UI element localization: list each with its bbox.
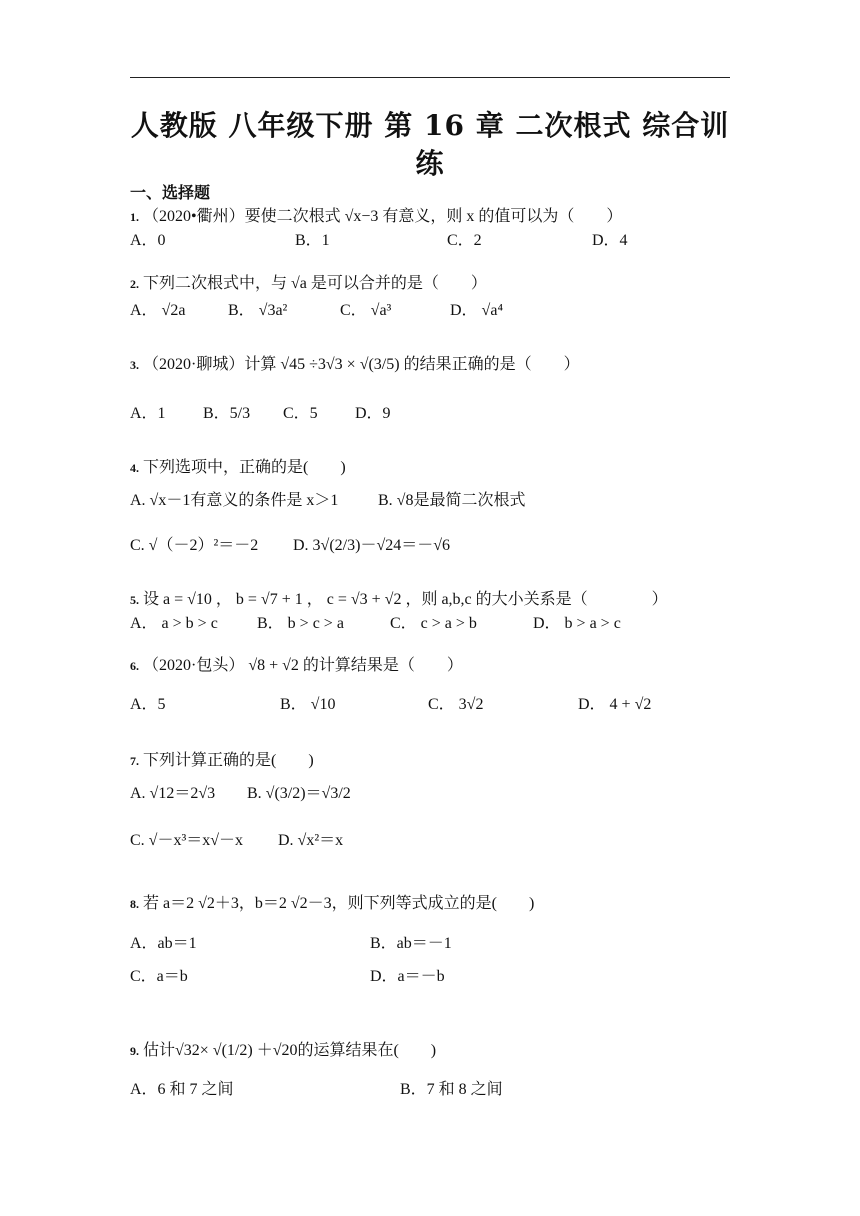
q7-option-b: B. √(3/2)＝√3/2	[247, 785, 351, 802]
question-text: 下列计算正确的是( )	[143, 752, 314, 769]
document-title-line-2: 练	[415, 147, 445, 180]
question-8	[130, 890, 534, 913]
q4-option-c: C. √（－2）²＝－2	[130, 537, 259, 554]
q4-option-b: B. √8是最简二次根式	[378, 492, 526, 509]
q9-option-b: B．7 和 8 之间	[400, 1081, 503, 1098]
question-number: 8.	[130, 897, 139, 911]
section-heading: 一、选择题	[130, 183, 211, 202]
q4-option-a: A. √x－1有意义的条件是 x＞1	[130, 492, 339, 509]
question-1	[130, 203, 622, 226]
document-title-line-1: 人教版 八年级下册 第 16 章 二次根式 综合训	[130, 109, 730, 142]
question-text: 下列二次根式中，与 √a 是可以合并的是（ ）	[143, 275, 487, 292]
question-2	[130, 270, 487, 293]
question-text: 若 a＝2 √2＋3，b＝2 √2－3，则下列等式成立的是( )	[143, 895, 535, 912]
q5-option-a: A． a > b > c	[130, 615, 218, 632]
q5-option-d: D． b > a > c	[533, 615, 621, 632]
q1-option-c: C．2	[447, 232, 482, 249]
question-number: 7.	[130, 754, 139, 768]
q1-option-b: B．1	[295, 232, 330, 249]
q7-option-c: C. √－x³＝x√－x	[130, 832, 244, 849]
question-number: 6.	[130, 659, 139, 673]
question-number: 9.	[130, 1044, 139, 1058]
top-rule	[130, 77, 730, 78]
q1-option-d: D．4	[592, 232, 628, 249]
question-9	[130, 1037, 436, 1060]
q2-option-d: D． √a⁴	[450, 302, 504, 319]
q8-option-d: D．a＝－b	[370, 968, 445, 985]
q3-option-d: D．9	[355, 405, 391, 422]
q6-option-b: B． √10	[280, 696, 336, 713]
q9-option-a: A．6 和 7 之间	[130, 1081, 234, 1098]
q6-option-c: C． 3√2	[428, 696, 484, 713]
question-text: 估计√32× √(1/2) ＋√20的运算结果在( )	[143, 1042, 437, 1059]
question-number: 3.	[130, 358, 139, 372]
question-number: 1.	[130, 210, 139, 224]
q2-option-c: C． √a³	[340, 302, 392, 319]
q2-option-b: B． √3a²	[228, 302, 288, 319]
question-text: 下列选项中，正确的是( )	[143, 459, 346, 476]
question-number: 2.	[130, 277, 139, 291]
question-text: （2020•衢州）要使二次根式 √x−3 有意义，则 x 的值可以为（ ）	[143, 208, 623, 225]
question-text: （2020·包头） √8 + √2 的计算结果是（ ）	[143, 657, 463, 674]
q3-option-a: A．1	[130, 405, 166, 422]
q6-option-a: A．5	[130, 696, 166, 713]
question-number: 5.	[130, 593, 139, 607]
q8-option-a: A．ab＝1	[130, 935, 197, 952]
question-number: 4.	[130, 461, 139, 475]
q8-option-c: C．a＝b	[130, 968, 188, 985]
question-3	[130, 351, 580, 374]
question-6	[130, 652, 463, 675]
question-text: 设 a = √10 ， b = √7 + 1 ， c = √3 + √2 ，则 a,b,c 的大小关系是（ ）	[143, 591, 668, 608]
q5-option-c: C． c > a > b	[390, 615, 477, 632]
q2-option-a: A． √2a	[130, 302, 186, 319]
q7-option-a: A. √12＝2√3	[130, 785, 216, 802]
q6-option-d: D． 4 + √2	[578, 696, 652, 713]
q4-option-d: D. 3√(2/3)－√24＝－√6	[293, 537, 451, 554]
q5-option-b: B． b > c > a	[257, 615, 344, 632]
q1-option-a: A．0	[130, 232, 166, 249]
q7-option-d: D. √x²＝x	[278, 832, 344, 849]
question-7	[130, 747, 314, 770]
q8-option-b: B．ab＝－1	[370, 935, 452, 952]
question-5	[130, 586, 668, 609]
question-4	[130, 454, 346, 477]
question-text: （2020·聊城）计算 √45 ÷3√3 × √(3/5) 的结果正确的是（ ）	[143, 356, 580, 373]
q3-option-b: B．5/3	[203, 405, 251, 422]
q3-option-c: C．5	[283, 405, 318, 422]
